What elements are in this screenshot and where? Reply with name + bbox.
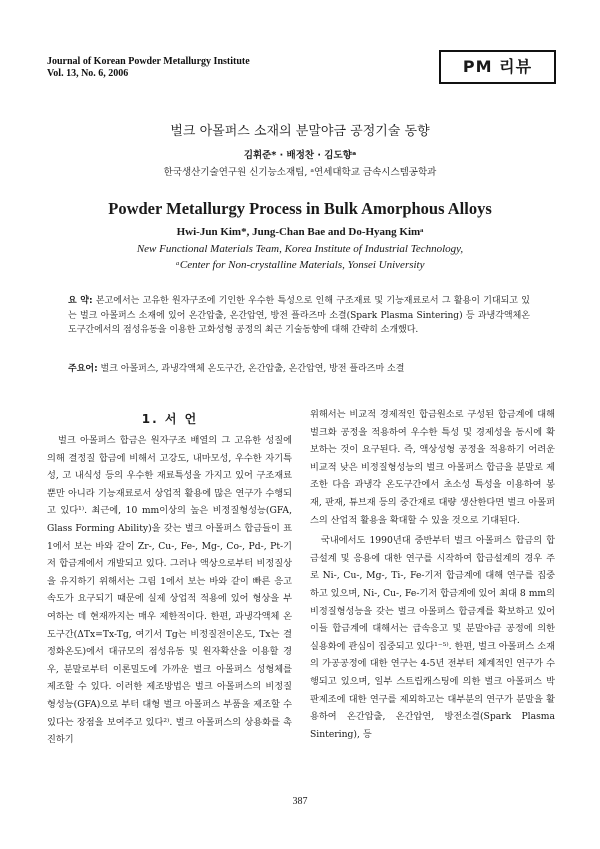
journal-name: Journal of Korean Powder Metallurgy Institute [47, 56, 250, 67]
abstract [68, 294, 530, 338]
korean-affiliation: 한국생산기술연구원 신기능소재팀, ᵃ연세대학교 금속시스템공학과 [163, 167, 437, 178]
paragraph: 국내에서도 1990년대 중반부터 벌크 아몰퍼스 합금의 합금설계 및 응용에 대한 연구를 시작하여 합금설계의 경우 주로 Ni-, Cu-, Mg-, Ti-, Fe-기저 합금계에 대해 연구를 집중하고 있으며, Ni-, Cu-, Fe-기저 합금계에 있어 최대 8 mm의 비정질형성능을 갖는 벌크 아몰퍼스 합금계를 확보하고 있어 이들 합금계에 대해서는 급속응고 및 분말야금 공정에 의한 실용화에 관심이 집중되고 있다¹⁻⁵⁾. 한편, 벌크 아몰퍼스 소재의 가공공정에 대한 연구는 4-5년 전부터 체계적인 연구가 수행되고 있으며, 일부 스트립캐스팅에 의한 벌크 아몰퍼스 박판제조에 대한 연구를 제외하고는 대부분의 연구가 분말을 활용하여 온간압출, 온간압연, 방전소결(Spark Plasma Sintering), 등 [310, 535, 555, 740]
paragraph: 벌크 아몰퍼스 합금은 원자구조 배열의 그 고유한 성질에 의해 결정질 합금에 비해서 고강도, 내마모성, 우수한 자기특성, 고 내식성 등의 우수한 재료특성을 가지고 있어 구조재료뿐만 아니라 기능재료로서 상업적 활용에 많은 연구가 수행되고 있다¹⁾. 최근에, 10 mm이상의 높은 비정질형성능(GFA, Glass Forming Ability)을 갖는 벌크 아몰퍼스 합금들이 표 1에서 보는 바와 같이 Zr-, Cu-, Fe-, Mg-, Co-, Pd-, Pt-기저 합금계에서 개발되고 있다. 그러나 액상으로부터 비정질상을 유지하기 위해서는 그림 1에서 보는 바와 같이 빠른 응고속도가 요구되기 때문에 실제 상업적 적용에 있어 형상을 부여하는 데 현재까지는 매우 제한적이다. 한편, 과냉각액체 온도구간(ΔTx=Tx-Tg, 여기서 Tg는 비정질전이온도, Tx는 결정화온도)에서 대규모의 점성유동 및 원자확산을 이용할 경우, 분말로부터 이론밀도에 가까운 벌크 아몰퍼스 성형체를 제조할 수 있다. 이러한 제조방법은 벌크 아몰퍼스의 비정질형성능(GFA)으로 부터 대형 벌크 아몰퍼스 부품을 제조할 수 있다는 장점을 보여주고 있다²⁾. 벌크 아몰퍼스의 상용화를 촉진하기 [47, 435, 292, 746]
page-number: 387 [292, 796, 308, 807]
abstract-label: 요 약: [68, 296, 93, 306]
korean-authors: 김휘준* · 배정찬 · 김도향ᵃ [243, 150, 357, 161]
english-affiliation-2: ᵃCenter for Non-crystalline Materials, Yonsei University [175, 259, 425, 271]
english-title: Powder Metallurgy Process in Bulk Amorphous Alloys [108, 199, 492, 218]
category-badge: PM 리뷰 [439, 50, 556, 84]
keywords [68, 362, 530, 376]
english-authors: Hwi-Jun Kim*, Jung-Chan Bae and Do-Hyang Kimᵃ [176, 226, 424, 238]
journal-header [47, 56, 250, 80]
english-affiliation-1: New Functional Materials Team, Korea Institute of Industrial Technology, [136, 243, 464, 255]
abstract-text: 본고에서는 고유한 원자구조에 기인한 우수한 특성으로 인해 구조재료 및 기능재료로서 그 활용이 기대되고 있는 벌크 아몰퍼스 소재에 있어 온간압출, 온간압연, 방전 플라즈마 소결(Spark Plasma Sintering) 등 과냉각액체온도구간에서의 점성유동을 이용한 고화성형 공정의 최근 기술동향에 대해 간략히 소개했다. [68, 296, 530, 335]
journal-volume: Vol. 13, No. 6, 2006 [47, 68, 129, 79]
keywords-text: 벌크 아몰퍼스, 과냉각액체 온도구간, 온간압출, 온간압연, 방전 플라즈마 소결 [97, 364, 405, 374]
section-heading: 1. 서 언 [141, 412, 199, 426]
keywords-label: 주요어: [68, 364, 98, 374]
right-column [310, 406, 555, 743]
korean-title: 벌크 아몰퍼스 소재의 분말야금 공정기술 동향 [170, 124, 430, 139]
left-column [47, 432, 292, 749]
paragraph: 위해서는 비교적 경제적인 합금원소로 구성된 합금계에 대해 벌크화 공정을 적용하여 우수한 특성 및 경제성을 동시에 확보하는 것이 요구된다. 즉, 액상성형 공정을 적용하기 어려운 비교적 낮은 비정질형성능의 벌크 아몰퍼스 합금을 분말로 제조한 다음 과냉각 온도구간에서 초소성 특성을 이용하여 봉재, 판재, 튜브재 등의 중간재로 대량 생산한다면 벌크 아몰퍼스의 산업적 활용을 확대할 수 있을 것으로 기대된다. [310, 409, 555, 526]
